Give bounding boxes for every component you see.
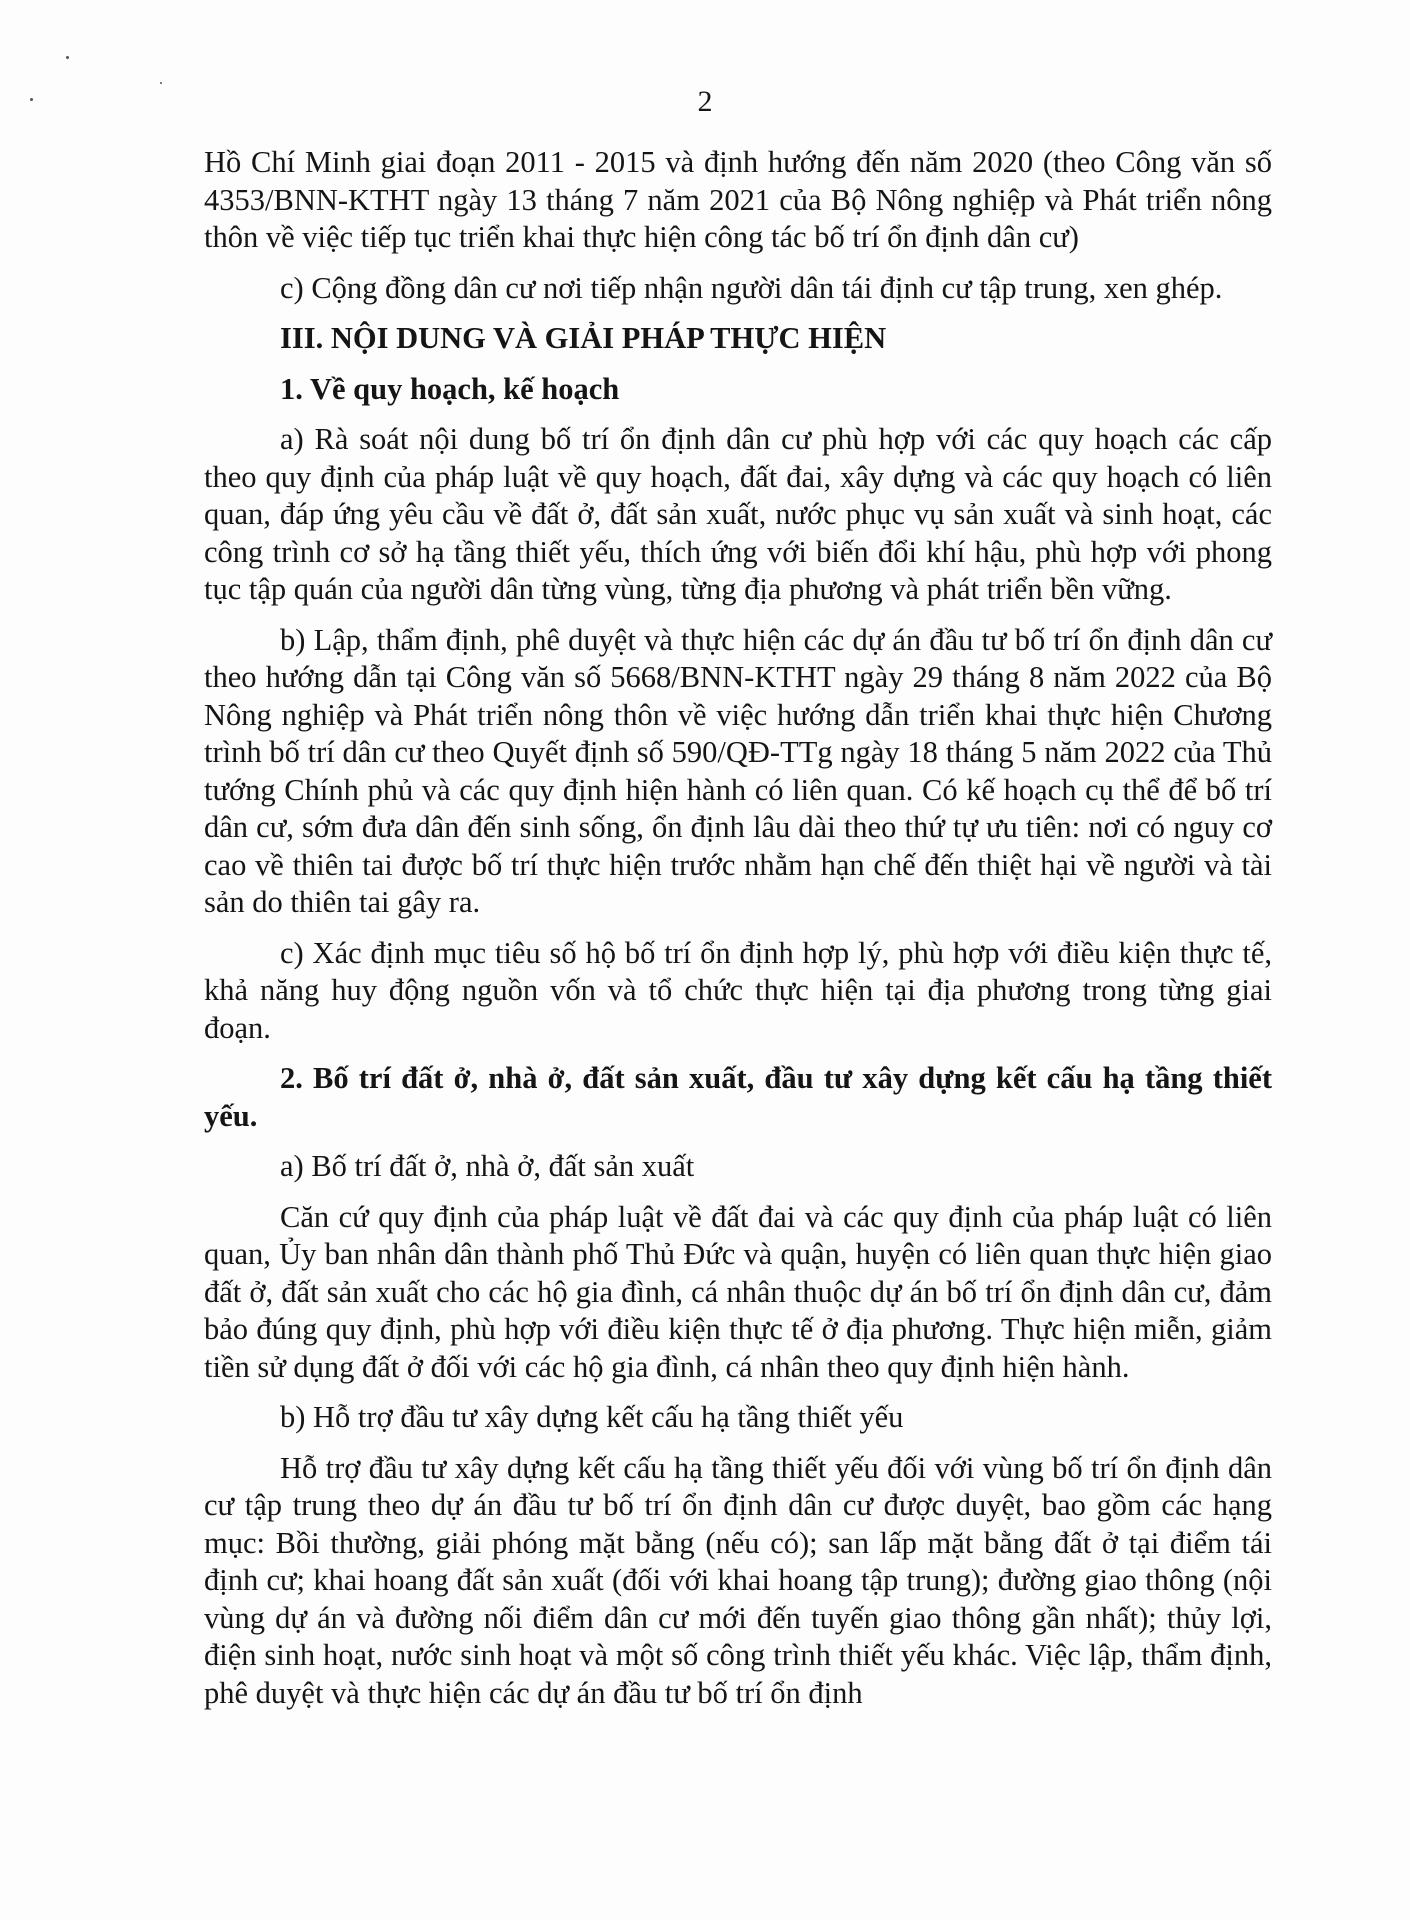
paragraph-item-c: c) Cộng đồng dân cư nơi tiếp nhận người dân tái định cư tập trung, xen ghép. bbox=[280, 270, 1223, 305]
paragraph-land-allocation: Căn cứ quy định của pháp luật về đất đai và các quy định của pháp luật có liên quan, Ủy ban nhân dân thành phố Thủ Đức và quận, huyện có liên quan thực hiện giao đất ở, đất sản xuất cho các hộ gia đình, cá nhân thuộc dự án bố trí ổn định dân cư, đảm bảo đúng quy định, phù hợp với điều kiện thực tế ở địa phương. Thực hiện miễn, giảm tiền sử dụng đất ở đối với các hộ gia đình, cá nhân theo quy định hiện hành. bbox=[204, 1199, 1272, 1384]
subsection-heading-2: 2. Bố trí đất ở, nhà ở, đất sản xuất, đầu tư xây dựng kết cấu hạ tầng thiết yếu. bbox=[204, 1061, 1272, 1133]
paragraph-continuation: Hồ Chí Minh giai đoạn 2011 - 2015 và định hướng đến năm 2020 (theo Công văn số 4353/BNN-KTHT ngày 13 tháng 7 năm 2021 của Bộ Nông nghiệp và Phát triển nông thôn về việc tiếp tục triển khai thực hiện công tác bố trí ổn định dân cư) bbox=[204, 145, 1272, 254]
paragraph-item-c2: c) Xác định mục tiêu số hộ bố trí ổn định hợp lý, phù hợp với điều kiện thực tế, khả năng huy động nguồn vốn và tổ chức thực hiện tại địa phương trong từng giai đoạn. bbox=[204, 935, 1272, 1045]
paragraph-subitem-a: a) Bố trí đất ở, nhà ở, đất sản xuất bbox=[280, 1149, 695, 1183]
page-number: 2 bbox=[697, 85, 713, 118]
paragraph-item-b: b) Lập, thẩm định, phê duyệt và thực hiện các dự án đầu tư bố trí ổn định dân cư theo hướng dẫn tại Công văn số 5668/BNN-KTHT ngày 29 tháng 8 năm 2022 của Bộ Nông nghiệp và Phát triển nông thôn về việc hướng dẫn triển khai thực hiện Chương trình bố trí dân cư theo Quyết định số 590/QĐ-TTg ngày 18 tháng 5 năm 2022 của Thủ tướng Chính phủ và các quy định hiện hành có liên quan. Có kế hoạch cụ thể để bố trí dân cư, sớm đưa dân đến sinh sống, ổn định lâu dài theo thứ tự ưu tiên: nơi có nguy cơ cao về thiên tai được bố trí thực hiện trước nhằm hạn chế đến thiệt hại về người và tài sản do thiên tai gây ra. bbox=[204, 622, 1272, 919]
subsection-heading-1: 1. Về quy hoạch, kế hoạch bbox=[280, 371, 620, 406]
paragraph-infrastructure-support: Hỗ trợ đầu tư xây dựng kết cấu hạ tầng thiết yếu đối với vùng bố trí ổn định dân cư tập trung theo dự án đầu tư bố trí ổn định dân cư được duyệt, bao gồm các hạng mục: Bồi thường, giải phóng mặt bằng (nếu có); san lấp mặt bằng đất ở tại điểm tái định cư; khai hoang đất sản xuất (đối với khai hoang tập trung); đường giao thông (nội vùng dự án và đường nối điểm dân cư mới đến tuyến giao thông gần nhất); thủy lợi, điện sinh hoạt, nước sinh hoạt và một số công trình thiết yếu khác. Việc lập, thẩm định, phê duyệt và thực hiện các dự án đầu tư bố trí ổn định bbox=[204, 1450, 1272, 1710]
scan-speck bbox=[66, 56, 69, 59]
document-body bbox=[204, 144, 1272, 1712]
paragraph-item-a: a) Rà soát nội dung bố trí ổn định dân cư phù hợp với các quy hoạch các cấp theo quy định của pháp luật về quy hoạch, đất đai, xây dựng và các quy hoạch có liên quan, đáp ứng yêu cầu về đất ở, đất sản xuất, nước phục vụ sản xuất và sinh hoạt, các công trình cơ sở hạ tầng thiết yếu, thích ứng với biến đổi khí hậu, phù hợp với phong tục tập quán của người dân từng vùng, từng địa phương và phát triển bền vững. bbox=[204, 422, 1272, 606]
paragraph-subitem-b: b) Hỗ trợ đầu tư xây dựng kết cấu hạ tầng thiết yếu bbox=[280, 1400, 904, 1434]
section-heading-iii: III. NỘI DUNG VÀ GIẢI PHÁP THỰC HIỆN bbox=[280, 321, 887, 355]
